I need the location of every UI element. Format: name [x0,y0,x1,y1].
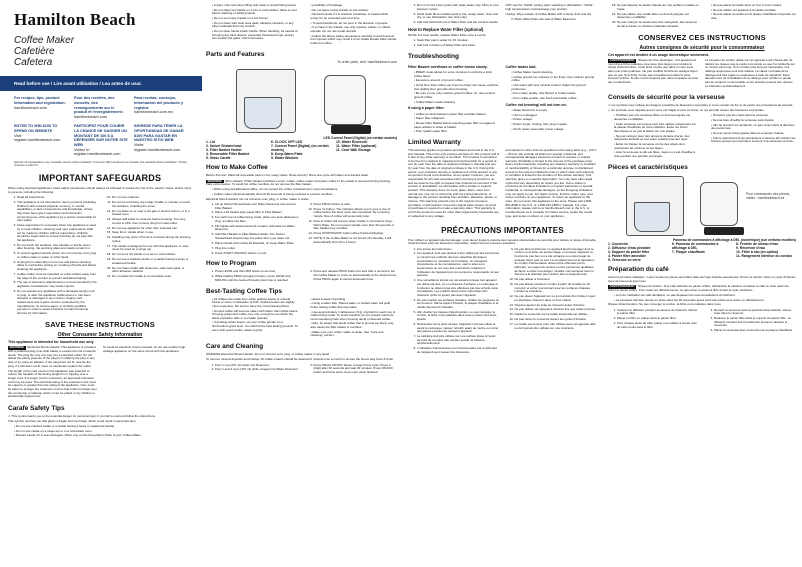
precautions-continued [608,4,796,30]
recipes-es: Para recetas, consejos, información del producto y registro: hamiltonbeach.com.mx [134,96,183,115]
list-item: 7. Coffee maker must be operated on a flat surface away from the edge of the counter to prevent accidental tipping. [17,273,97,280]
safeguards-list-a [8,196,97,315]
conserver-right: La longueur du cordon utilisé sur cet appareil a été choisie afin de réduire les risques que le cordon s'emmêle ou que l'on trébuche sur un cordon plus long. Si un cordon plus long est nécessaire, une rallonge approuvée peut être utilisée. La valeur nominale de la rallonge doit être égale ou supérieure à celle de l'appareil. Faire attention lors de l'installation de la rallonge pour qu'elle ne pende pas du comptoir ou de la table où les enfants peuvent tirer dessus ou trébucher accidentellement. [705,58,796,88]
cord-text: The length of the cord used on this appliance was selected to reduce the hazards of becoming tangled in or tripping over a longer cord. If a longer cord is necessary, an approved extension cord may be used. The electrical rating of the extension cord must be equal to or greater than the rating of the appliance. Care must be taken to arrange the extension cord so that it will not drape over the countertop or tabletop where it can be pulled on by children or accidentally tripped over. [8,368,97,399]
parts-list [206,140,397,161]
list-item: 4. Do not touch hot surfaces. Use handles or knobs. Even after brewing, the warming plate and carafe remain hot. [17,244,97,251]
list-item: • Water Reservoir is empty. [512,109,598,113]
conseils-lists [608,114,796,159]
part-item: 4. Removable Filter Basket [206,152,250,157]
list-item: 15. Keep lid on carafe when in use. [112,231,192,235]
list-item: • Do not use carafe on a range top or in a microwave oven. [14,430,192,434]
list-item: • Coffee maker will automatically shut off 30 seconds of being removed to prevent overflow. [212,193,397,197]
recipes-fr: Pour des recettes, des conseils, des renseignements sur le produit et l'enregistrement : hamiltonbeach.com [74,96,125,119]
list-item: 6. Débrancher de la prise lorsque l'appareil n'est pas utilisé et avant le nettoyage. Laisser refroidir avant de mettre ou retirer des pièces et avant de nettoyer l'appareil. [417,323,500,334]
list-item: • Do not use cracked carafe or a carafe having a loose or weakened handle. [14,425,192,429]
carafe-symbol: ⚠ This symbol alerts you to the potential danger for personal injury if you fail to read and follow the instructions. [8,413,156,418]
step-item: 11. Flow of coffee will resume when Carafe is returned to Keep-Warm Plate. Do not remove Carafe more than 30 seconds or filter basket may overflow. [314,220,398,231]
save-instructions-title: SAVE THESE INSTRUCTIONS [45,319,155,329]
list-item: 11. Do not let cord hang over edge of table or counter or touch hot surfaces, including the stove. [112,201,192,208]
part-item: 1. Couvercle [608,241,629,246]
alert-icon: ⚠ [8,413,12,418]
product-name-en: Coffee Maker [14,34,75,46]
preparation-before: Avant la première utilisation : Laver toutes les pièces amovibles dans de l'eau chaude savonneuse. Rincer et sécher. Faire un cycle d'infusion avec de l'eau puis jeter l'eau. [608,275,796,283]
list-item: 18. Ne pas déposer la carafe chaude sur une surface mouillée ou froide. [617,4,699,11]
list-item: • Suivre attentivement les précautions ci-dessus afin d'éviter les brûlures graves qui pourraient survenir si la verseuse se brise. [711,137,796,144]
list-item: • Power surge: Unplug, then plug in again. [512,123,598,127]
list-item: • Poor coffee quality. Use fresh and bolder coffee. [512,97,598,101]
trouble-a-title: Filter Basket overflows or coffee brews slowly. [408,64,488,69]
list-item: • Do not set empty Carafe on a hot burner. [212,17,299,21]
list-item: 21. Do not place the carafe in a microwave oven. [112,275,192,279]
howto-steps [206,203,397,256]
step-item: 1. Soak filter pad in water for 15 minutes. [417,39,500,43]
recipes-fr-link[interactable]: hamiltonbeach.com [74,114,107,119]
household-note: This appliance is intended for household use only. [8,339,95,344]
list-item: • Grind finer than coffee you brew too finely can cause overflow. Use slightly finer grounds when brewing. [414,84,500,91]
list-item: 8. L'utilisation d'accessoires non recommandés par le fabricant de l'appareil peut causer des blessures. [417,347,500,354]
list-item: • N'insérez pas les mains dans la verseuse. [711,114,796,118]
list-item: • Do not leave empty Carafe on hot surface. [311,9,398,13]
lid-open-icon [700,182,738,226]
list-item: • Ne pas nettoyer avec des tampons de laine d'acier, des nettoyants abrasifs ou tout autre matériel pouvant rayer. [614,135,699,142]
step-item: 4. Remplir la verseuse avec la quantité d'eau désirée. Verser l'eau dans le réservoir. [714,309,796,316]
step-item: 1. Press HOUR and then MIN button to set time. [215,270,299,274]
part-item: 9. Réservoir d'eau [736,245,766,250]
step-item: 1. Lift up Swivel Showerhead over Water Reservoir and remove Filter Basket. [215,203,299,210]
list-item: • Coffee ground too coarsely or too finely. Use medium ground coffee. [512,76,598,83]
list-item: • BREW mode allows for some moisture to optimize a bold coffee flavor. [414,71,500,78]
step-item: 5. Replacer le panier filtre dans le support du panier filtre. Le diffuseur pivotant doit s'enclencher lorsqu'on abaisse le couvercle. [714,317,796,328]
part-item: 6. CLOCK OFF LED [271,139,303,144]
step-item: 4. Fill Carafe with desired amount of water. Add water to Water Reservoir. [215,225,299,232]
list-item: • If a crack in the Carafe, use only cookies, plastic, or rubber utensils. Do not use metal utensils. [311,26,398,33]
water-filter-note: NOTE: For best results, replace Water Filter once a month. [408,32,487,37]
conserver-body [608,59,796,90]
list-item: 20. Ne pas nettoyer la carafe avec des nettoyants, des tampons de laine d'acier ou d'autres matériaux abrasifs. [617,21,699,28]
list-item: • Using a water filter, filtered water, or bottled water will yield better tasting coffee than tap water. [311,302,398,309]
wipe-note: Unplug. Wipe outside of Coffee Maker with a damp cloth and dry. [505,11,592,16]
preparation-warning-2: Risque d'électrocution. Ne pas immerger le cordon, la fiche ou la cafetière dans l'eau. [608,302,722,307]
part-item: 5. Verseuse en verre [608,258,641,263]
list-item: • Reuse Filter Basket before inserting paper filter so edges of paper adhere to sides of basket. [414,122,500,129]
how-to-program-title: How to Program [206,260,257,268]
list-item: • Cette verseuse est conçue pour être utilisée uniquement sur la plaque chauffante de votre cafetière. Éviter les chocs thermiques et ne pas la placer sur une plaque. [614,123,699,134]
part-item: 9. Water Window [271,156,298,161]
preparation-steps [608,309,796,335]
list-item: 9. Do not operate any appliance with a damaged supply cord or plug, or after the appliance malfunctions or has been dropped or damaged in any manner. Supply cord replacement and repairs must be conducted by the manufacturer, its service agent, or similarly qualified persons in order to avoid a hazard. Contact Customer Service for information. [17,290,97,316]
recipes-en: For recipes, tips, product information and registration: hamiltonbeach.com [14,96,66,110]
precautions-title: PRÉCAUTIONS IMPORTANTES [441,225,564,235]
list-item: • Use water with less mineral content. Adjust the ground preference. [512,84,598,91]
list-item: 10. Ne pas utiliser à l'extérieur. [515,278,598,282]
list-item: • Afin de prévenir les accidents, ne pas verser dans la direction des personnes. [711,124,796,131]
list-item: 3. Une surveillance étroite est nécessaire lorsque tout appareil est utilisé par des, ou en présence d'enfants. Le nettoyage et l'entretien ne doivent pas être effectués par des enfants sans surveillance. Les enfants doivent être supervisés afin d'assurer qu'ils ne jouent pas avec l'appareil. [417,279,500,297]
part-item: 3. Support du panier filtre [608,249,650,254]
conserver-sub: Autres consignes de sécurité pour le consommateur [639,44,765,51]
list-item: • Coffee grounds between paper filter and filter basket. [414,113,500,117]
care-cleaning-title: Care and Cleaning [206,343,264,351]
list-item: • Paper filter collapsed. [414,117,500,121]
part-item: 2. Swivel Showerhead [206,143,242,148]
care-continued [408,4,597,49]
care-intro: To remove mineral deposits and buildup: All coffee makers should be cleaned of mineral once a month to ensure the brews stay fresh & fresh. [206,357,394,362]
list-item: • Ne pas faire chauffer la verseuse sans liquide. [711,119,796,123]
other-safety-text [8,346,192,400]
list-item: 20. Do not clean carafe with cleansers, steel wool pads, or other abrasive material. [112,267,192,274]
contest-es: INGRESE PARA TENER LA OPORTUNIDAD DE GANAR $100 PARA GASTAR EN NUESTRO SITIO WEB Visite: register.hamiltonbeach.com [134,124,184,152]
part-item: 11. Rangement intérieur du cordon [736,253,792,258]
list-item: • La verseuse doit être remise en place dans les 30 secondes après avoir été retirée pour éviter un débordement. [614,299,796,303]
troubleshooting-body [408,63,597,135]
water-filter-title: How to Replace Water Filter (optional) [408,26,484,32]
column-3 [402,0,602,567]
contest-row [14,124,188,156]
warranty-text-a: This warranty applies to products purchased and used in the U.S. and Canada. This is the only express warranty for this product and is in lieu of any other warranty or condition. This product is warranted to be free from defects in material and workmanship for a period of one (1) year from the date of original purchase in Canada and one (1) year from the date of original purchase in the U.S. During this period, your exclusive remedy is replacement of this product or any component found to be defective, at our option; however, you are responsible for all costs associated with returning a product to us and we reserve the right to request that products be returned. If the product is unavailable, we will replace with a similar or superior product. This warranty does not cover glass, filters, wear from normal use, use not in conformity with the printed directions, or damage to the product resulting from accident, alteration, abuse, or misuse. This warranty extends only to the original consumer purchaser or gift recipient. Keep the original sales receipt, as proof of purchase is required to make a warranty claim. This warranty is void if the product is used for other than single-family household use or subjected to any voltage [408,147,500,218]
precautions-lists [408,248,597,356]
carafe-continued [206,4,397,47]
step-item: 3. Press PROG ON/OFF button to begin brew cycle. Press 4 (digit) after 30 seconds and wait 30 minutes. Press ON/OFF button and brew press once more when finished. [314,364,398,375]
safeguards-title: IMPORTANT SAFEGUARDS [38,173,162,184]
glass-icon: ◇ [608,108,612,113]
product-names [14,35,202,68]
list-item: 9. Ne pas faire fonctionner un appareil électroménager dont le cordon ou la fiche est endommagé, ou lorsque l'appareil ne fonctionne pas bien ou a été échappé ou endommagé de quelque façon que ce soit. Le remplacement et la réparation du cordon d'alimentation doivent être effectués par le fabricant, son agent de service ou des personnes qualifiées de façon à éviter tout danger. Veuillez communiquer avec le Service à la clientèle pour obtenir des renseignements. [515,248,598,277]
list-item: 18. Do not set a hot carafe on a wet or cold surface. [112,253,192,257]
column-1 [0,0,202,567]
list-item: • To avoid accidents, do not pour in the direction of people. [311,22,398,26]
list-item: • Also, be aware that decaf coffee that is ground too finely may also cause the filter basket to overflow. [311,322,398,329]
list-item: • Éviter de frapper la verseuse contre des objets durs, notamment les robinets ou les bijoux. [614,143,699,150]
carafe-tips-list [8,425,192,438]
list-item: 14. Ne pas utiliser cet appareil à d'autres fins que celles prévues. [515,308,598,312]
list-item: • Do not raise hands inside Carafe. When handling, be careful of bumping any hard objects, especially distressed rings, jewelry can scratch the glass, which increases [212,30,299,41]
step-item: 2. Pour 1 and 2 cups (470 ml) white vinegar into Water Reservoir. [215,368,299,372]
trouble-c-title: Coffee tastes bad. [505,64,537,69]
product-name-es: Cafetera [14,56,53,68]
safeguards-lists [8,196,192,316]
list-item: 1. Read all instructions. [17,196,97,200]
conserver-sub2: Cet appareil est destiné à un usage domestique seulement. [608,52,710,57]
how-to-make-title: How to Make Coffee [206,164,268,172]
pieces-order-note[interactable]: Pour commander des pièces, visiter : hamiltonbeach.ca [746,191,791,200]
list-item: • Clock resets reset after power outage. [512,128,598,132]
list-item: 13. Toujours ajouter de l'eau au réservoir avant l'infusion. [515,304,598,308]
burn-warning: WARNING Burn Hazard. If filter basket overflows occurs, coffee, coffee maker and place coffee to the carafe is removed during brewing. Take extra caution. To avoid hot coffee overflow, do not remove the filter basket. [206,178,391,187]
list-item: • about a week of grinding. [311,298,398,302]
warning-icon: WARNING [9,345,24,350]
part-item: 1. Lid [206,139,215,144]
part-item: 2. Diffuseur d'eau pivotant [608,245,651,250]
step-item: 6. Place Carafe with nozzle lid attached, on Keep-Warm Plate. [215,242,299,246]
step-item: 2. Placer un filtre en papier dans le panier filtre. [617,317,699,321]
list-item: 15. Garder le couvercle sur la carafe lorsqu'elle est utilisée. [515,313,598,317]
conserver-warning: AVERTISSEMENT Risque de choc électrique : Cet appareil est muni d'une fiche polarisée (une lame plus large) pour réduire le risque d'électrocution. Cette fiche n'entre que dans un seul sens dans une prise polarisée. Ne pas modifier la fiche de quelque façon que ce soit. Si la fiche n'entre pas complètement dans la prise, inverser la fiche. Si elle n'entre toujours pas, faire remplacer la prise par un électricien. [608,58,699,85]
step-item: 10. Press 'H' button. The Indicator allows you to pour a cup of coffee before the brew cycle has completed. By removing Carafe, flow of coffee will temporarily stop. [314,208,398,219]
list-item: 16. Scalding may occur if the lid is removed during the brewing cycles. [112,236,192,243]
list-item: • Lors de l'utilisation de café décaféiné, ne pas dépasser les recommandations du fabricant. [614,294,796,298]
list-item: 14. Do not use appliance for other than intended use. [112,227,192,231]
step-item: 2. Add pod to bottom of Water Filter and insert. [417,44,500,48]
care-warning: WARNING Electrical Shock Hazard. Do not immerse cord, plug, or coffee maker in any liquid. [206,352,330,357]
step-item: 6. Add and hold back Lid of Water Filter and the Lid and Carafe. [417,21,500,25]
step-item: 4. Run 2-3 more brew cycles with clean water only. Allow to cool between cycles. [417,4,500,11]
part-item: 10. Filtre à eau (en option) [736,249,779,254]
list-item: • When using decaffeinated coffee, do not exceed the coffee manufacturer's recommendations. [212,188,397,192]
trouble-b-title: If using a paper filter: [408,106,445,111]
read-banner: Read before use / Lire avant utilisation / Lea antes de usar. [0,76,202,92]
column-2 [202,0,402,567]
warning-icon: AVERTISSEMENT [609,58,635,63]
product-name-fr: Cafetière [14,45,55,57]
preparation-warning: AVERTISSEMENT Risque de brûlure. Si le café déborde du panier à filtre, débrancher la cafetière et laisser le café se vider avant de retirer le panier à filtre. Pour éviter les débordements, ne pas retirer le panier à filtre durant le cycle d'infusion. [608,284,789,292]
list-item: 12. Ne pas placer l'appareil sur ou à proximité d'un brûleur à gaz ou électrique chaud ni dans un four chaud. [515,295,598,302]
list-item: • Coffee Maker needs cleaning. [512,71,598,75]
part-item: 7. Control Panel (Digital) (on certain models) [271,143,329,152]
step-item: 1. Soulever le diffuseur pivotant au-dessus du réservoir. Retirer le panier filtre. [617,309,699,316]
conseils-title: Conseils de sécurité pour la verseuse [608,93,725,101]
alert-icon: ⚠ [608,102,612,107]
list-item: • Jeter la verseuse si elle est fêlée, rayée ou a été chauffée à vide pendant une période prolongée. [614,151,699,158]
list-item: 5. To protect against electric shock, do not immerse cord, plug, or coffee maker in water or other liquid. [17,252,97,259]
pieces-title: Pièces et caractéristiques [608,163,688,171]
list-item: • Power outage. [512,118,598,122]
step-item: 5. Hand wash all removable parts in hot, soapy water, rinse and dry, or use dishwasher (top rack only). [417,13,500,20]
list-item: • Excessive amount of ground coffee. [414,79,500,83]
step-item: 12. Press STOP/ON/OFF button when finished (Display). [314,232,398,236]
trouble-d-title: Coffee not brewing/ will not turn on. [505,102,567,107]
list-item: • Be sure to use only medium-ground coffee. Or, use medium ground coffee. [414,92,500,99]
list-item: 12. Do not place on or near a hot gas or electric burner, or in a heated oven. [112,210,192,217]
before-first-use: Before first use: Wash all removable parts in hot, soapy water. Rinse and dry. Brew one cycle with water and discard water. [206,173,369,178]
part-item: 5. Glass Carafe [206,156,231,161]
list-item: 17. La carafe est conçue pour être utilisée avec cet appareil. Elle ne doit jamais être utilisée sur une cuisinière. [515,323,598,330]
warranty-title: Limited Warranty [408,138,461,146]
part-item: 8. Keep-Warm Plate [271,152,303,157]
step-item: 3. Press and release PROG button for less than 1 second to set the Coffee Maker to come on automatically at the desired time. Press PROG again to cancel automatic brew. [314,270,398,281]
step-item: 6. Placer la verseuse avec couvercle sur la plaque chauffante. [714,329,796,333]
step-item: 2. While holding PROG (program) button, press HOUR and MINUTE until the desired brewing start time is reached. [215,275,299,282]
list-item: • possibility of breakage. [311,4,398,8]
list-item: • Discard Carafe if it is cracked, scratched, or heated while empty for an extended period of time. [311,13,398,20]
part-item: 11. Cord Wall Storage [336,147,371,152]
lid-open-icon [324,75,366,125]
list-item: • Coffee Maker needs cleaning. [414,101,500,105]
list-item: • Poor water quality. Use filtered or bottled water. [512,92,598,96]
pieces-list [608,242,796,263]
step-item: 3. Place Water Filter into well of Water Reservoir. [515,18,598,22]
step-item: 2. Place a #4 basket style paper filter in Filter Basket. [215,211,299,215]
carafe-intro: This symbol reminds you that glass is fragile and can break, which could result in personal injury. [8,418,137,423]
warranty-body [408,149,597,220]
carafe-icon [244,97,282,129]
control-panel-icon [331,125,371,134]
conserver-title: CONSERVEZ CES INSTRUCTIONS [638,32,766,42]
step-item: 5. Add Filter Basket to Filter Basket Holder. The Swivel Showerhead should snap into place when you lower Lid. [215,233,299,240]
list-item: • Ne pas utiliser cet appareil si la carafe est fêlée. [711,9,796,13]
recipes-row [14,96,188,119]
list-item: • Unit is unplugged. [512,114,598,118]
part-item: 3. Filter Basket Holder [206,147,242,152]
list-item: • Do not place hot Carafe on a wet or cold surface. Allow to cool before washing or adding liquids. [212,9,299,16]
list-item: 1. Lire toutes les instructions. [417,248,500,252]
shock-warning: WARNING Electrical Shock Hazard: This appliance is provided with a polarized plug (one wide blade) to reduce the risk of electric shock. The plug fits only one way into a polarized outlet. Do not defeat the safety purpose of the plug by modifying the plug in any way or by using an adapter. If the plug does not fit, reverse the plug. If it still does not fit, have an electrician replace the outlet. [8,345,96,368]
dishwasher-note: NOT use the "SAVE" setting when washing in dishwasher. "SAVE" high temperatures could damage your product. [505,3,594,11]
list-item: 3. Close supervision is necessary when any appliance is used by or near children. Cleaning and user maintenance shall not be made by children without supervision. Children should be supervised to ensure that they do not play with the appliance. [17,224,97,242]
list-item: • Ground coffee will become stale much faster than whole beans. If buying preground coffee, buy only enough to use within the latest expiration date or a smaller quantity. [212,310,299,321]
recipes-en-link[interactable]: hamiltonbeach.com [14,105,47,110]
list-item: • Ne pas placer la carafe sur la plaque chauffante lorsqu'elle est vide. [711,13,796,20]
safeguards-list-b [103,196,192,279]
list-item: 6. Unplug from outlet when not in use and before cleaning. Allow to cool before putting on or taking off parts and before cleaning the appliance. [17,261,97,272]
outlet-text: To avoid an electrical circuit overload, do not use another high-wattage appliance on the same circuit with this appliance. [103,345,187,353]
list-item: • Discard carafe if it is ever damaged. Place only on the Keep-Warm Plate of your Coffee Maker. [14,434,192,438]
list-item: 4. Ne pas toucher les surfaces chaudes. Utiliser les poignées ou les boutons. Même après l'infusion, la plaque chauffante et la carafe demeurent chaudes. [417,299,500,310]
list-item: • Ne pas verser d'eau glacée dans la verseuse chaude. [711,132,796,136]
coffee-maker-diagram [206,67,397,135]
list-item: 19. Ne pas utiliser une carafe fêlée ou dont la poignée est desserrée ou affaiblie. [617,13,699,20]
list-item: 8. The use of accessory attachments not recommended by the appliance manufacturer may cause injuries. [17,281,97,288]
column-4 [602,0,802,567]
brand-logo: Hamilton Beach [14,10,136,29]
list-item: 16. Ne pas retirer le couvercle durant les cycles d'infusion. [515,318,598,322]
best-tasting-title: Best-Tasting Coffee Tips [206,287,282,295]
list-item: 11. Ne pas laisser pendre le cordon à partir de la table ou du comptoir et éviter tout contact avec les surfaces chaudes, incluant la cuisinière. [515,283,598,294]
brew-tips [206,298,397,340]
carafe-tips-title: Carafe Safety Tips [8,404,65,412]
list-item: 7. La cafetière doit être utilisée sur une surface plane à l'écart du bord du comptoir afin d'éviter qu'elle ne bascule accidentellement. [417,335,500,346]
step-item: 13. NOTE: If the Coffee Maker is not turned off manually, it will automatically shut off in 2 hours. [314,237,398,244]
troubleshooting-title: Troubleshooting [408,52,459,60]
part-item: 8. Fenêtre de niveau d'eau [736,241,779,246]
list-item: • Follow the above safety precautions carefully to avoid serious burn injuries which may result if a hot carafe breaks while Carafe holds hot coffee. [311,35,398,46]
preparation-tips [608,294,796,302]
part-item: 7. Plaque chauffante [672,249,705,254]
list-item: • Ne pas placer la carafe dans un four à micro-ondes. [711,4,796,8]
list-item: 13. Always add water to reservoir before brewing. Turn any control to OFF, then remove plug from wall outlet. [112,218,192,225]
preparation-title: Préparation du café [608,266,669,274]
list-item: 10. Do not use outdoors. [112,196,192,200]
control-panel-icon [704,227,744,235]
care-steps [206,364,397,376]
recipes-es-link[interactable]: hamiltonbeach.com.mx [134,110,174,115]
list-item: • Do not clean with steel wool pads, abrasive cleaners, or any other materials that may scratch. [212,22,299,29]
parts-title: Parts and Features [206,50,265,58]
step-item: 9. Press PROG button to start. [314,203,398,207]
list-item: 2. This appliance is not intended for use by persons (including children) with reduced physical, sensory, or mental capabilities, or lack of experience and knowledge, unless they have been given supervision and instruction concerning use of the appliance by a person responsible for their safety. [17,201,97,223]
howto-tips [206,188,397,196]
conseils-symbol-1: ⚠ Ce symbole vous indique les dangers possibles de blessures corporelles si vous omettez de lire et de suivre ces précautions de sécurité. [608,102,794,107]
carafe-icon [634,202,670,232]
list-item: • All coffees are made from either arabica beans or robusta beans or some combination of both. Arabica beans are slightly more expensive, but tend to have the most pleasing flavor. [212,298,299,309]
list-item: • Make sure your coffee maker is clean. See "Care and Cleaning" section. [311,331,398,338]
contest-legal: Special US sweepstakes only. Canadian version where available / Concours offert seulement au Canada. Not available where prohibited. / Sorteo exclusivo en EE.UU. [14,160,188,168]
electric-warning: Electrical Shock Hazard. Do not immerse cord, plug, or coffee maker in water. [206,196,310,201]
part-item: 6. Panneau de commandes à affichage à DEL [672,241,719,250]
part-item: 11. Water Filter (optional) [336,143,377,148]
precautions-intro: Pour utiliser un appareil électroménager, vous devez toujours prendre des mesures élémentaires de sécurité pour réduire le risque d'incendie, d'électrocution et/ou de blessures corporelles, notamment les mesures suivantes : [408,237,597,246]
list-item: 2. Cet appareil n'est pas destiné à être utilisé par des personnes (y compris les enfants) dont les capacités physiques, sensorielles ou mentales sont réduites, ou manquant d'expérience et de connaissance, sauf si elles sont supervisées ou ont reçu des instructions relatives à l'utilisation de l'appareil par une personne responsable de leur sécurité. [417,252,500,278]
parts-order-note[interactable]: To order parts, visit: hamiltonbeach.com [337,60,397,65]
list-item: 19. Do not use a cracked carafe or a carafe having a loose or weakened handle. [112,258,192,265]
list-item: 5. Afin d'éviter les risques d'électrocution, ne pas immerger le cordon, la fiche ou la cafetière dans l'eau ou dans tout autre liquide. [417,311,500,322]
safeguards-intro: When using electrical appliances, basic safety precautions should always be followed to reduce the risk of fire, electric shock, and/or injury to persons, including the following: [8,186,192,195]
list-item: • impact. Use care when filling with water to avoid hitting faucet. [212,4,299,8]
step-item: 8. Press START (ON/OFF) button on unit. [215,252,299,256]
other-safety-title: Other Consumer Safety Information [57,331,143,338]
part-item: 4. Panier filtre amovible [608,253,647,258]
part-item: 10. Water Reservoir [336,139,368,144]
pieces-panel-label: Panneau de commandes à affichage à DEL (numérique) (sur certains modèles) [672,237,796,242]
list-item: • Poor quality paper filter. [414,130,500,134]
step-item: 1. Pour 1 cup (237 ml) water into Reservoir. [215,364,299,368]
step-item: 7. Plug into outlet. [215,247,299,251]
contest-fr: PARTICIPEZ POUR COURIR LA CHANCE DE GAGNER UN MONTANT DE 100 $ À DÉPENSER SUR NOTRE SITE WEB Visitez le : register.hamiltonbeach.com [74,124,128,157]
coffee-maker-diagram-fr [608,174,796,236]
contest-en: ENTER TO WIN $100 TO SPEND ON WEBSITE Visit: register.hamiltonbeach.com [14,124,61,143]
step-item: 3. Pour chaque tasse de café, placer une cuillère à soupe rase de café moulu dans le filtre. [617,322,699,329]
list-item: 17. The carafe is designed for use with this appliance. It must never be used on a range top. [112,245,192,252]
list-item: • If grinding whole beans, set your coffee grinder on a fine/medium-grind level. You will find the best tasting grounds. To use it with good results, select a grind [212,321,299,332]
panel-label: LED Control Panel (Digital) (on certain models) [323,135,397,140]
conseils-symbol-2: ◇ Ce symbole vous rappelle que le verre est fragile et peut se briser, ce qui pourrait causer des blessures corporelles. [608,108,765,113]
list-item: • N'utilisez pas une verseuse fêlée ou dont la poignée est desserrée ou affaiblie. [614,114,699,121]
warranty-text-b: and waveform other than as specified on the rating label (e.g., 120 V ~ 60 Hz). We exclude all claims for special, incidental, and consequential damages caused by breach of express or implied warranty. All liability is limited to the amount of the purchase price. Every implied warranty, including any statutory warranty or condition of merchantability or fitness for a particular purpose, is disclaimed except to the extent prohibited by law, in which case such warranty or condition is limited to the duration of this written warranty. This warranty gives you specific legal rights. You may have other legal rights that vary depending on where you live. Some states or provinces do not allow limitations on implied warranties or special, incidental, or consequential damages, so the foregoing limitations may not apply to you. For faster service, find the model, type, and series numbers on your appliance. To return an appliance to the store. Do not return this appliance to the store. Please call 1-800-851-8900 in the U.S. or 1-800-267-2826 in Canada. For more information, please visit us at hamiltonbeach.com in the U.S. or hamiltonbeach.ca in Canada. For faster service, locate the model, type, and series numbers on your appliance. [505,147,597,218]
step-item: 3. For each cup of coffee being made, place one level tablespoon (5 g) of coffee into filter. [215,216,299,223]
program-steps [206,270,397,283]
list-item: • Use approximately 1 tablespoon (5 g) of grinds for each cup of coffee being made. To avoid overflow, do not exceed maximum recommended grinds when brewing decaf or flavored coffee. [311,311,398,322]
